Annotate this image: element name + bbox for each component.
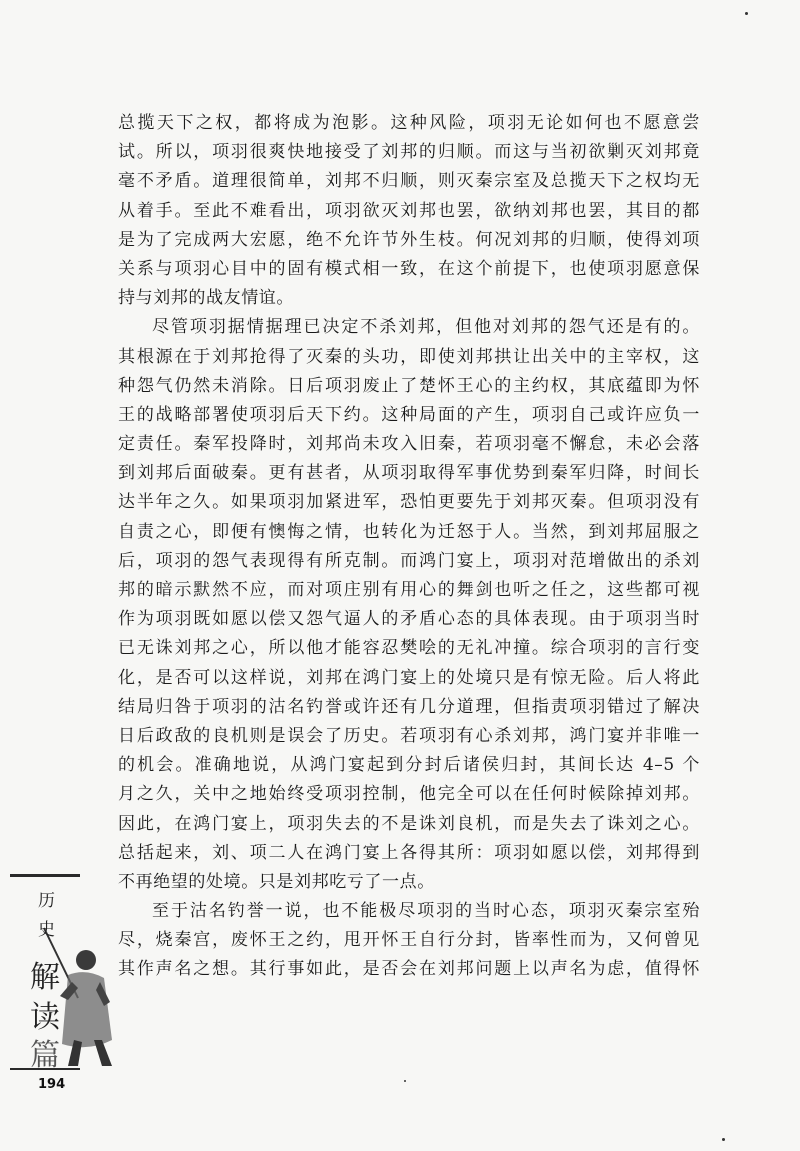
- text-line: 作为项羽既如愿以偿又怨气逼人的矛盾心态的具体表现。由于项羽当时: [118, 609, 700, 630]
- body-text: [118, 109, 700, 985]
- text-line: 至于沽名钓誉一说，也不能极尽项羽的当时心态，项羽灭秦宗室殆: [152, 901, 700, 922]
- sidebar-char-4: 读: [30, 1000, 60, 1035]
- sidebar-char-2: 史: [38, 920, 55, 940]
- text-line: 持与刘邦的战友情谊。: [118, 288, 294, 309]
- text-line: 从着手。至此不难看出，项羽欲灭刘邦也罢，欲纳刘邦也罢，其目的都: [118, 200, 700, 221]
- text-line: 总揽天下之权，都将成为泡影。这种风险，项羽无论如何也不愿意尝: [118, 113, 700, 133]
- text-line: 日后政敌的良机则是误会了历史。若项羽有心杀刘邦，鸿门宴并非唯一: [118, 725, 700, 746]
- text-line: 的机会。准确地说，从鸿门宴起到分封后诸侯归封，其间长达 4–5 个: [118, 755, 700, 776]
- text-line: 王的战略部署使项羽后天下约。这种局面的产生，项羽自己或许应负一: [118, 404, 700, 425]
- sidebar-char-5: 篇: [30, 1038, 60, 1073]
- scan-speck: [745, 12, 748, 15]
- text-line: 种怨气仍然未消除。日后项羽废止了楚怀王心的主约权，其底蕴即为怀: [118, 375, 700, 396]
- scan-speck: [404, 1080, 406, 1082]
- page-number: 194: [38, 1077, 66, 1092]
- text-line: 关系与项羽心目中的固有模式相一致，在这个前提下，也使项羽愿意保: [118, 258, 700, 279]
- sidebar-rule-top: [10, 874, 80, 877]
- text-line: 到刘邦后面破秦。更有甚者，从项羽取得军事优势到秦军归降，时间长: [118, 463, 700, 484]
- text-line: 因此，在鸿门宴上，项羽失去的不是诛刘良机，而是失去了诛刘之心。: [118, 813, 700, 834]
- text-line: 毫不矛盾。道理很简单，刘邦不归顺，则灭秦宗室及总揽天下之权均无: [118, 171, 700, 192]
- text-line: 结局归咎于项羽的沽名钓誉或许还有几分道理，但指责项羽错过了解决: [118, 696, 700, 717]
- sidebar-char-1: 历: [38, 891, 55, 911]
- text-line: 邦的暗示默然不应，而对项庄别有用心的舞剑也听之任之，这些都可视: [118, 580, 700, 600]
- text-line: 尽管项羽据情据理已决定不杀刘邦，但他对刘邦的怨气还是有的。: [152, 317, 700, 338]
- text-line: 其作声名之想。其行事如此，是否会在刘邦问题上以声名为虑，值得怀: [118, 959, 700, 980]
- text-line: 试。所以，项羽很爽快地接受了刘邦的归顺。而这与当初欲剿灭刘邦竟: [118, 142, 700, 163]
- text-line: 自责之心，即便有懊悔之情，也转化为迁怒于人。当然，到刘邦屈服之: [118, 521, 700, 542]
- text-line: 月之久，关中之地始终受项羽控制，他完全可以在任何时候除掉刘邦。: [118, 784, 700, 805]
- text-line: 达半年之久。如果项羽加紧进军，恐怕更要先于刘邦灭秦。但项羽没有: [118, 492, 700, 513]
- scan-speck: [722, 1138, 725, 1141]
- text-line: 不再绝望的处境。只是刘邦吃亏了一点。: [118, 871, 435, 892]
- text-line: 总括起来，刘、项二人在鸿门宴上各得其所：项羽如愿以偿，刘邦得到: [118, 842, 700, 863]
- text-line: 化，是否可以这样说，刘邦在鸿门宴上的处境只是有惊无险。后人将此: [118, 667, 700, 688]
- text-line: 定责任。秦军投降时，刘邦尚未攻入旧秦，若项羽毫不懈怠，未必会落: [118, 434, 700, 455]
- text-line: 后，项羽的怨气表现得有所克制。而鸿门宴上，项羽对范增做出的杀刘: [118, 550, 700, 571]
- text-line: 是为了完成两大宏愿，绝不允许节外生枝。何况刘邦的归顺，使得刘项: [118, 229, 700, 250]
- sidebar-char-3: 解: [30, 960, 60, 995]
- text-line: 尽，烧秦宫，废怀王之约，甩开怀王自行分封，皆率性而为，又何曾见: [118, 930, 700, 951]
- text-line: 已无诛刘邦之心，所以他才能容忍樊哙的无礼冲撞。综合项羽的言行变: [118, 638, 700, 659]
- text-line: 其根源在于刘邦抢得了灭秦的头功，即使刘邦拱让出关中的主宰权，这: [118, 346, 700, 367]
